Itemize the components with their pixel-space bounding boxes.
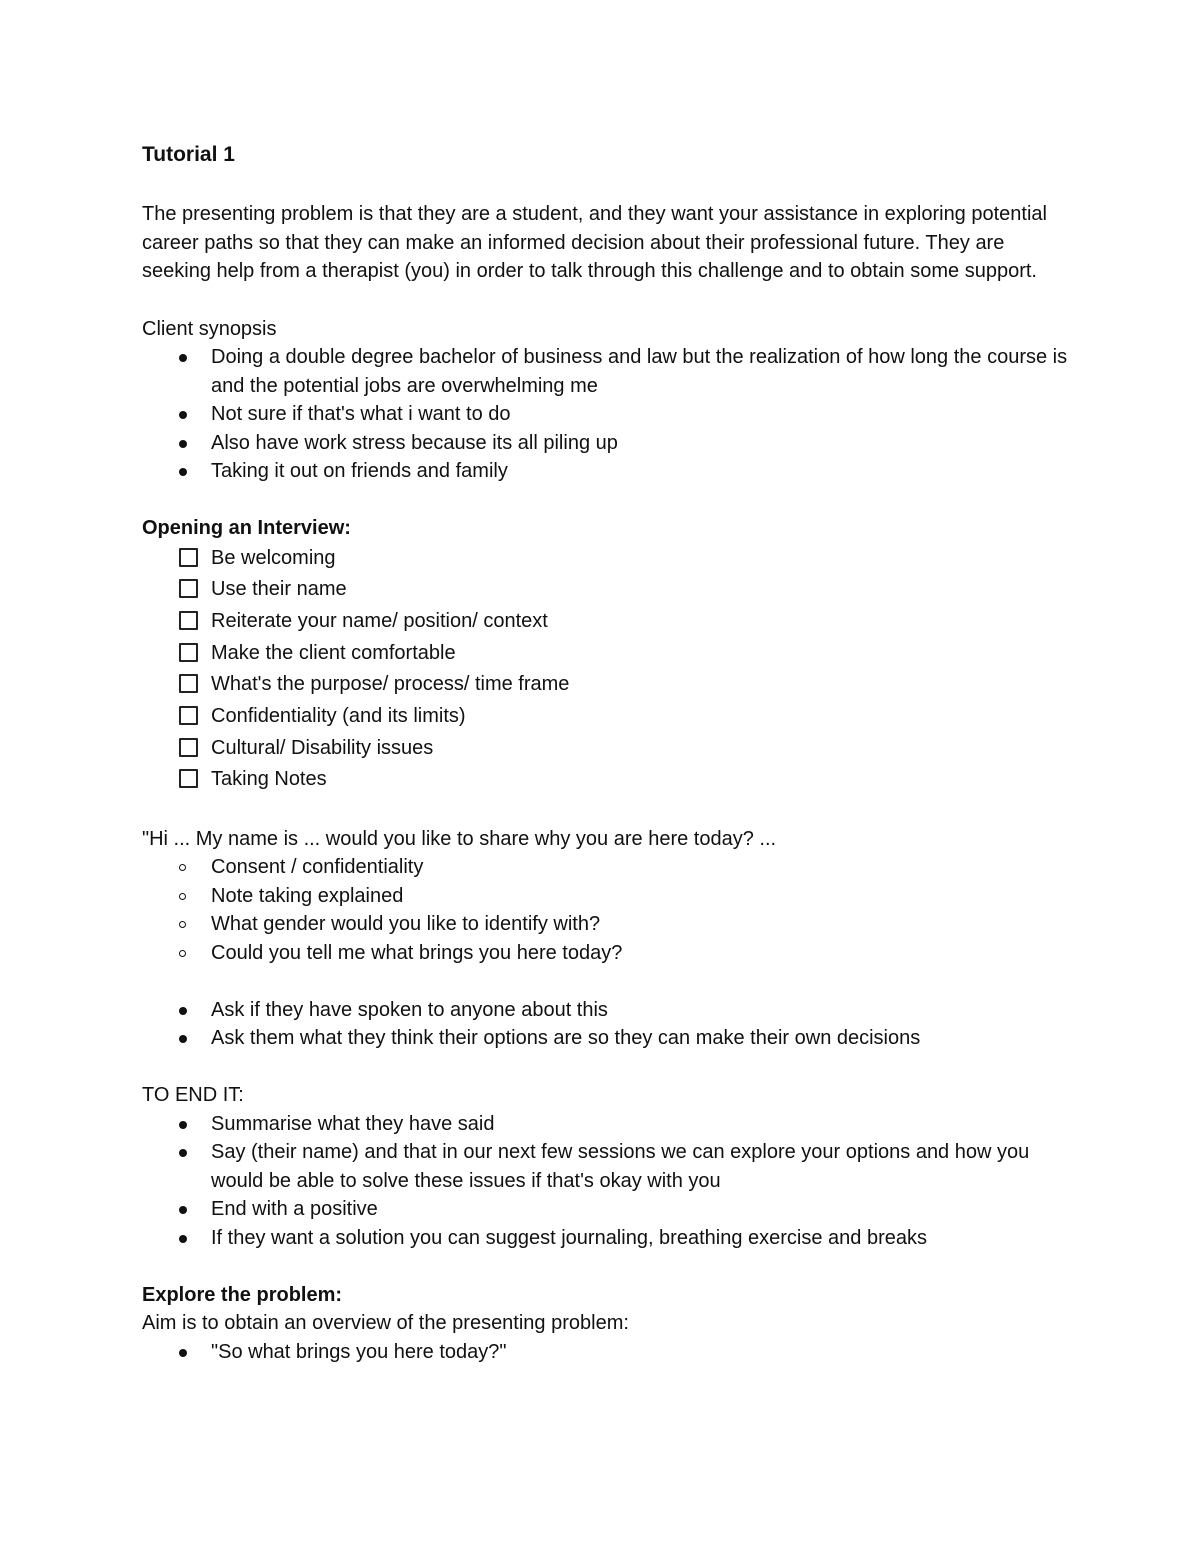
checklist-item[interactable]: [142, 669, 1072, 701]
checklist-label: Reiterate your name/ position/ context: [211, 609, 548, 632]
opening-heading: Opening an Interview:: [142, 517, 351, 539]
list-item: Doing a double degree bachelor of business and law but the realization of how long the course is and the potential jobs are overwhelming me: [142, 343, 1072, 400]
list-item: Ask them what they think their options are so they can make their own decisions: [142, 1024, 1072, 1053]
checklist-item[interactable]: [142, 764, 1072, 796]
list-item: Also have work stress because its all piling up: [142, 429, 1072, 458]
list-item: Ask if they have spoken to anyone about this: [142, 996, 1072, 1025]
end-heading: TO END IT:: [142, 1084, 244, 1107]
checklist-label: Be welcoming: [211, 546, 336, 569]
document-page: [142, 140, 1072, 1366]
end-list: [142, 1110, 1072, 1253]
checklist-label: Taking Notes: [211, 768, 327, 791]
list-item: Say (their name) and that in our next few sessions we can explore your options and how you would be able to solve these issues if that's okay with you: [142, 1138, 1072, 1195]
checklist-label: What's the purpose/ process/ time frame: [211, 673, 570, 696]
checklist-item[interactable]: [142, 606, 1072, 638]
checklist-item[interactable]: [142, 574, 1072, 606]
checklist-item[interactable]: [142, 543, 1072, 575]
list-item: End with a positive: [142, 1195, 1072, 1224]
checklist-item[interactable]: [142, 701, 1072, 733]
client-synopsis-heading: Client synopsis: [142, 317, 277, 340]
checkbox[interactable]: [179, 579, 198, 598]
list-item: "So what brings you here today?": [142, 1338, 1072, 1367]
explore-aim: Aim is to obtain an overview of the presenting problem:: [142, 1312, 629, 1335]
intro-paragraph: The presenting problem is that they are a student, and they want your assistance in exploring potential career paths so that they can make an informed decision about their professional future. They are seeking help from a therapist (you) in order to talk through this challenge and to obtain some support.: [142, 203, 1047, 282]
script-list: [142, 996, 1072, 1053]
client-synopsis-list: [142, 343, 1072, 486]
checkbox[interactable]: [179, 738, 198, 757]
checklist-label: Use their name: [211, 578, 347, 601]
script-sub-list: [142, 853, 1072, 967]
list-item: Note taking explained: [142, 882, 1072, 911]
explore-heading: Explore the problem:: [142, 1283, 343, 1306]
checkbox[interactable]: [179, 706, 198, 725]
checklist-label: Make the client comfortable: [211, 641, 456, 664]
list-item: Not sure if that's what i want to do: [142, 400, 1072, 429]
opening-checklist: [142, 543, 1072, 797]
explore-list: [142, 1338, 1072, 1367]
script-line: "Hi ... My name is ... would you like to share why you are here today? ...: [142, 827, 777, 850]
checklist-label: Cultural/ Disability issues: [211, 736, 434, 759]
list-item: Taking it out on friends and family: [142, 457, 1072, 486]
list-item: Consent / confidentiality: [142, 853, 1072, 882]
checkbox[interactable]: [179, 548, 198, 567]
checkbox[interactable]: [179, 643, 198, 662]
checkbox[interactable]: [179, 769, 198, 788]
page-title: Tutorial 1: [142, 143, 235, 166]
list-item: Could you tell me what brings you here today?: [142, 939, 1072, 968]
checklist-item[interactable]: [142, 638, 1072, 670]
checkbox[interactable]: [179, 674, 198, 693]
checklist-label: Confidentiality (and its limits): [211, 705, 466, 728]
list-item: Summarise what they have said: [142, 1110, 1072, 1139]
checkbox[interactable]: [179, 611, 198, 630]
list-item: What gender would you like to identify with?: [142, 910, 1072, 939]
list-item: If they want a solution you can suggest journaling, breathing exercise and breaks: [142, 1224, 1072, 1253]
checklist-item[interactable]: [142, 733, 1072, 765]
